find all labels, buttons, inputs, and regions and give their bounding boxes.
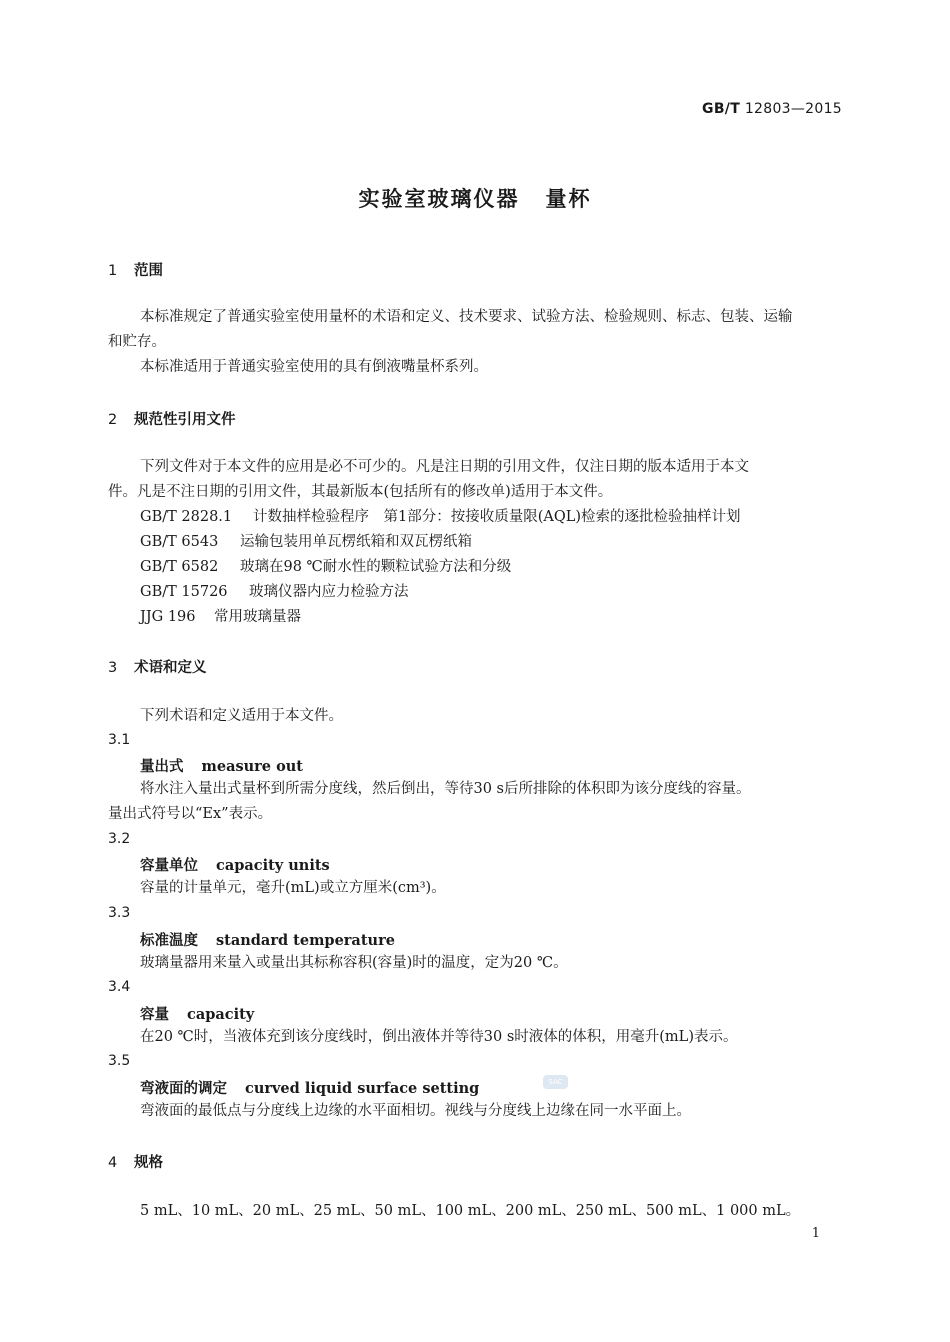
reference-code: JJG 196 (140, 609, 196, 625)
term-heading (140, 1077, 479, 1098)
term-definition: 容量的计量单元，毫升(mL)或立方厘米(cm³)。 (140, 880, 446, 896)
paragraph: 下列术语和定义适用于本文件。 (140, 708, 343, 724)
reference-item (140, 555, 511, 580)
standard-prefix: GB/T (702, 101, 741, 117)
reference-code: GB/T 6543 (140, 534, 219, 550)
section-number: 2 (108, 412, 118, 428)
term-number: 3.3 (108, 905, 131, 921)
term-number: 3.1 (108, 732, 131, 748)
reference-code: GB/T 15726 (140, 584, 228, 600)
paragraph: 件。凡是不注日期的引用文件，其最新版本(包括所有的修改单)适用于本文件。 (108, 484, 613, 500)
term-definition: 在20 ℃时，当液体充到该分度线时，倒出液体并等待30 s时液体的体积，用毫升(mL)表示。 (140, 1029, 738, 1045)
section-3-heading (108, 656, 207, 677)
section-1-heading (108, 259, 163, 280)
paragraph: 下列文件对于本文件的应用是必不可少的。凡是注日期的引用文件，仅注日期的版本适用于本文 (140, 459, 749, 475)
reference-item (140, 605, 301, 630)
reference-code: GB/T 2828.1 (140, 509, 233, 525)
reference-title: 计数抽样检验程序 第1部分：按接收质量限(AQL)检索的逐批检验抽样计划 (253, 509, 741, 525)
term-definition: 弯液面的最低点与分度线上边缘的水平面相切。视线与分度线上边缘在同一水平面上。 (140, 1103, 691, 1119)
section-title: 范围 (134, 263, 163, 279)
term-definition: 量出式符号以“Ex”表示。 (108, 806, 273, 822)
term-heading (140, 929, 395, 950)
reference-title: 玻璃仪器内应力检验方法 (249, 584, 409, 600)
term-zh: 弯液面的调定 (140, 1081, 227, 1097)
term-heading (140, 755, 303, 776)
section-title: 规格 (134, 1155, 163, 1171)
term-number: 3.4 (108, 979, 131, 995)
page-number: 1 (811, 1226, 820, 1241)
paragraph: 本标准规定了普通实验室使用量杯的术语和定义、技术要求、试验方法、检验规则、标志、包装、运输 (140, 309, 793, 325)
section-title: 术语和定义 (134, 660, 207, 676)
standard-code (702, 101, 842, 117)
specifications-list: 5 mL、10 mL、20 mL、25 mL、50 mL、100 mL、200 mL、250 mL、500 mL、1 000 mL。 (140, 1203, 801, 1219)
reference-title: 运输包装用单瓦楞纸箱和双瓦楞纸箱 (240, 534, 472, 550)
title-main: 实验室玻璃仪器 (358, 187, 520, 211)
term-zh: 容量单位 (140, 858, 198, 874)
reference-code: GB/T 6582 (140, 559, 219, 575)
term-en: capacity (187, 1006, 255, 1023)
section-number: 1 (108, 263, 118, 279)
page-title (0, 183, 950, 213)
term-number: 3.2 (108, 831, 131, 847)
section-number: 3 (108, 660, 118, 676)
term-en: curved liquid surface setting (245, 1080, 480, 1097)
term-heading (140, 854, 330, 875)
section-2-heading (108, 408, 236, 429)
reference-item (140, 530, 472, 555)
paragraph: 和贮存。 (108, 334, 166, 350)
section-4-heading (108, 1151, 163, 1172)
term-en: measure out (201, 758, 303, 775)
term-en: standard temperature (216, 932, 395, 949)
term-zh: 容量 (140, 1007, 169, 1023)
reference-title: 常用玻璃量器 (214, 609, 301, 625)
term-zh: 标准温度 (140, 933, 198, 949)
term-en: capacity units (216, 857, 330, 874)
term-heading (140, 1003, 254, 1024)
term-definition: 将水注入量出式量杯到所需分度线，然后倒出，等待30 s后所排除的体积即为该分度线的容量。 (140, 781, 751, 797)
section-number: 4 (108, 1155, 118, 1171)
paragraph: 本标准适用于普通实验室使用的具有倒液嘴量杯系列。 (140, 359, 488, 375)
reference-title: 玻璃在98 ℃耐水性的颗粒试验方法和分级 (240, 559, 512, 575)
reference-item (140, 505, 741, 530)
term-number: 3.5 (108, 1053, 131, 1069)
term-definition: 玻璃量器用来量入或量出其标称容积(容量)时的温度，定为20 ℃。 (140, 955, 568, 971)
standard-number: 12803—2015 (744, 101, 842, 117)
title-sub: 量杯 (545, 187, 592, 211)
section-title: 规范性引用文件 (134, 412, 236, 428)
reference-item (140, 580, 409, 605)
term-zh: 量出式 (140, 759, 184, 775)
sac-watermark: SAC (543, 1075, 568, 1089)
